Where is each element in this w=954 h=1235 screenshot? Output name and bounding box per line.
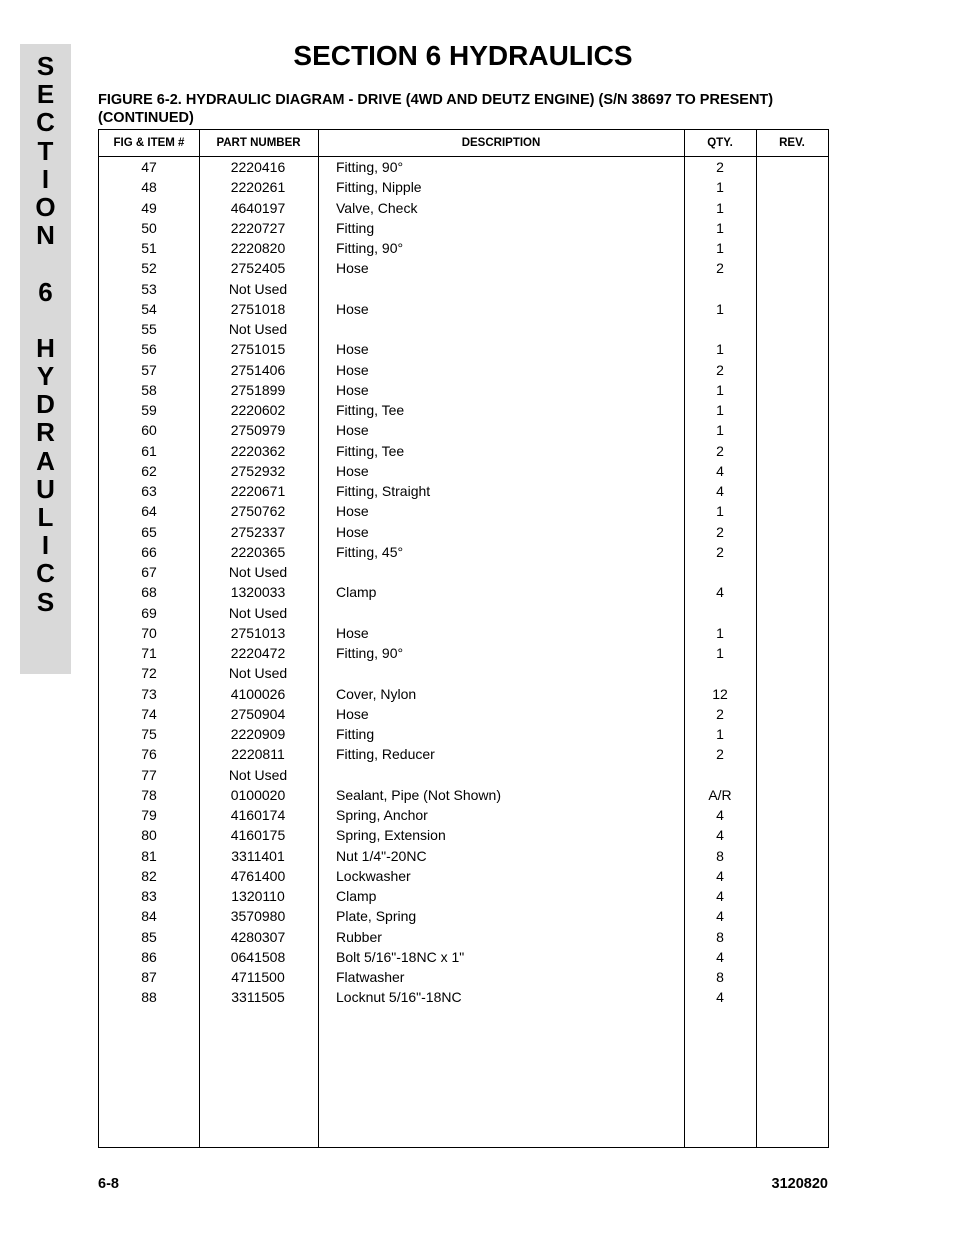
cell-qty: 2 [716,260,724,277]
cell-description: Nut 1/4"-20NC [336,847,427,864]
cell-qty: 4 [716,807,724,823]
cell-part-number: 2220909 [230,726,286,742]
cell-part-number: 2751899 [230,381,286,398]
cell-description: Hose [336,361,369,378]
side-tab-letter: S [36,51,55,81]
cell-description: Fitting, 90° [336,240,404,256]
cell-part-number: 4280307 [230,928,286,945]
cell-rev [756,420,828,440]
cell-part-number: Not Used [228,321,288,337]
cell-rev [756,481,828,501]
cell-qty: 1 [716,341,724,358]
cell-description: Hose [336,705,369,722]
side-tab-letter: C [36,107,55,138]
cell-part-number: 2751018 [230,300,286,317]
cell-qty [684,603,756,623]
table-row [99,400,828,420]
cell-description: Flatwasher [336,969,405,985]
cell-part-number: 4640197 [230,199,286,216]
cell-description [336,562,676,582]
cell-description: Rubber [336,928,382,945]
cell-part-number: 3570980 [230,908,286,925]
cell-rev [756,400,828,420]
cell-description: Locknut 5/16"-18NC [336,989,462,1006]
cell-qty: 2 [716,361,724,378]
cell-fig-item: 62 [141,462,157,479]
side-tab-letters [20,52,71,616]
cell-description: Spring, Anchor [336,807,428,823]
cell-qty: 2 [716,159,724,175]
cell-rev [756,947,828,967]
cell-fig-item: 48 [141,179,157,196]
table-row [99,805,828,825]
cell-rev [756,522,828,542]
table-body [99,157,828,1008]
cell-fig-item: 56 [141,341,157,358]
table-row [99,481,828,501]
cell-part-number: Not Used [228,766,288,783]
page-title: SECTION 6 HYDRAULICS [293,40,633,71]
cell-qty: 1 [716,503,724,520]
cell-fig-item: 59 [141,402,157,418]
cell-rev [756,805,828,825]
cell-qty: 4 [716,584,724,601]
cell-qty: 2 [716,543,724,560]
cell-part-number: 4100026 [230,685,286,702]
cell-rev [756,663,828,683]
cell-qty: 4 [716,888,724,904]
cell-description: Clamp [336,888,377,904]
cell-qty: 2 [716,442,724,459]
cell-fig-item: 54 [141,300,157,317]
table-row [99,906,828,926]
cell-part-number: 2220727 [230,219,286,236]
cell-rev [756,441,828,461]
cell-rev [756,846,828,866]
parts-table [98,129,829,1148]
table-row [99,522,828,542]
table-row [99,299,828,319]
cell-qty: 4 [716,483,724,499]
cell-description [336,279,676,299]
cell-rev [756,279,828,299]
document-number: 3120820 [771,1176,828,1192]
table-row [99,866,828,886]
cell-qty: 4 [716,462,724,479]
cell-rev [756,542,828,562]
cell-description: Valve, Check [336,199,418,216]
side-tab-letter [20,306,71,334]
cell-rev [756,886,828,906]
cell-rev [756,218,828,238]
table-header-row [99,130,828,157]
cell-qty: 1 [716,199,724,216]
cell-fig-item: 87 [141,969,157,985]
cell-fig-item: 81 [141,847,157,864]
table-row [99,238,828,258]
cell-qty: 1 [716,422,724,439]
cell-part-number: 2220416 [230,159,286,175]
cell-qty: 8 [716,847,724,864]
cell-description: Hose [336,503,369,520]
side-tab-letter: O [35,191,56,222]
cell-description: Cover, Nylon [336,685,417,702]
cell-fig-item: 58 [141,381,157,398]
table-row [99,218,828,238]
cell-part-number: 4160175 [230,827,286,844]
cell-description: Hose [336,624,369,641]
cell-qty [684,562,756,582]
cell-description: Fitting, Nipple [336,179,422,196]
cell-fig-item: 49 [141,199,157,216]
cell-description: Hose [336,341,369,358]
cell-rev [756,238,828,258]
cell-part-number: Not Used [228,564,288,580]
cell-description: Fitting [336,219,375,236]
section-side-tab [20,44,71,674]
table-row [99,724,828,744]
figure-title: FIGURE 6-2. HYDRAULIC DIAGRAM - DRIVE (4WD AND DEUTZ ENGINE) (S/N 38697 TO PRESENT) (CONTINUED) [98,92,774,126]
cell-fig-item: 66 [141,543,157,560]
table-row [99,704,828,724]
cell-rev [756,319,828,339]
cell-part-number: Not Used [228,665,288,682]
side-tab-letter [20,249,71,277]
cell-part-number: 1320110 [231,888,285,904]
cell-fig-item: 79 [141,807,157,823]
cell-part-number: 2751406 [230,361,286,378]
table-row [99,927,828,947]
cell-fig-item: 78 [141,786,157,803]
cell-rev [756,623,828,643]
side-tab-letter: D [36,389,55,420]
table-row [99,987,828,1007]
cell-qty: 1 [716,402,724,418]
table-row [99,177,828,197]
table-row [99,157,828,177]
cell-part-number: 2220671 [230,483,286,499]
side-tab-letter: L [37,502,54,532]
cell-qty: 2 [716,746,724,763]
table-row [99,258,828,278]
cell-description: Lockwasher [336,867,411,884]
cell-rev [756,765,828,785]
cell-fig-item: 69 [141,604,157,621]
cell-part-number: Not Used [228,280,288,297]
cell-rev [756,785,828,805]
cell-part-number: 2220362 [230,442,286,459]
cell-part-number: 2220811 [231,746,285,763]
table-row [99,846,828,866]
cell-description: Fitting, 90° [336,645,404,661]
cell-qty: 2 [716,523,724,540]
table-row [99,684,828,704]
table-row [99,441,828,461]
cell-rev [756,744,828,764]
cell-description: Clamp [336,584,377,601]
cell-part-number: 2750979 [230,422,286,439]
cell-fig-item: 64 [141,503,157,520]
cell-description: Hose [336,260,369,277]
page-number: 6-8 [98,1176,119,1192]
cell-qty: 4 [716,867,724,884]
cell-description [336,603,676,623]
cell-qty: 1 [716,219,724,236]
cell-rev [756,582,828,602]
cell-part-number: 0100020 [230,786,286,803]
cell-part-number: 2220472 [230,645,286,661]
table-row [99,744,828,764]
cell-fig-item: 55 [141,321,157,337]
side-tab-letter: E [36,79,55,110]
table-row [99,582,828,602]
cell-fig-item: 74 [141,705,157,722]
cell-qty: 8 [716,928,724,945]
cell-part-number: 3311505 [231,989,285,1006]
cell-qty: 4 [716,908,724,925]
cell-qty: 4 [716,827,724,844]
side-tab-letter: H [36,332,55,363]
cell-rev [756,906,828,926]
cell-qty: 4 [716,989,724,1006]
cell-rev [756,927,828,947]
cell-rev [756,643,828,663]
side-tab-letter: A [36,445,55,476]
cell-part-number: 2220820 [230,240,286,256]
cell-fig-item: 57 [141,361,157,378]
cell-qty: 1 [716,300,724,317]
table-row [99,319,828,339]
cell-description: Fitting, Reducer [336,746,435,763]
cell-part-number: 3311401 [231,847,285,864]
cell-fig-item: 86 [141,948,157,965]
cell-fig-item: 76 [141,746,157,763]
side-tab-letter: I [41,530,50,561]
cell-qty: 8 [716,969,724,985]
cell-description [336,663,676,683]
cell-qty: 1 [716,381,724,398]
cell-part-number: 4160174 [230,807,286,823]
cell-fig-item: 60 [141,422,157,439]
cell-fig-item: 61 [141,442,157,459]
table-row [99,663,828,683]
cell-rev [756,461,828,481]
cell-rev [756,198,828,218]
cell-rev [756,177,828,197]
table-row [99,886,828,906]
header-description: DESCRIPTION [461,137,541,149]
side-tab-letter: S [36,586,55,617]
cell-qty [684,279,756,299]
cell-description: Hose [336,381,369,398]
side-tab-letter: 6 [38,276,53,307]
cell-fig-item: 83 [141,888,157,904]
cell-fig-item: 75 [141,726,157,742]
cell-rev [756,360,828,380]
cell-qty [684,765,756,785]
cell-rev [756,987,828,1007]
table-row [99,339,828,359]
cell-fig-item: 84 [141,908,157,925]
cell-rev [756,603,828,623]
cell-rev [756,258,828,278]
cell-description: Hose [336,300,369,317]
table-row [99,279,828,299]
cell-qty: 2 [716,705,724,722]
cell-fig-item: 70 [141,624,157,641]
cell-description: Hose [336,422,369,439]
cell-description: Fitting, Tee [336,442,405,459]
cell-fig-item: 68 [141,584,157,601]
table-row [99,947,828,967]
cell-description: Fitting, Tee [336,402,405,418]
cell-part-number: 4711500 [231,969,285,985]
header-rev: REV. [779,137,805,149]
cell-fig-item: 71 [141,645,157,661]
cell-fig-item: 50 [141,219,157,236]
cell-qty [684,319,756,339]
cell-rev [756,299,828,319]
cell-fig-item: 51 [141,240,157,256]
cell-part-number: 4761400 [230,867,286,884]
cell-part-number: 2750762 [230,503,286,520]
cell-part-number: Not Used [228,604,288,621]
cell-part-number: 2752405 [230,260,286,277]
cell-fig-item: 85 [141,928,157,945]
cell-part-number: 0641508 [230,948,286,965]
cell-description: Fitting, 90° [336,159,404,175]
cell-qty: 12 [712,685,728,702]
cell-part-number: 2751013 [230,624,286,641]
cell-fig-item: 53 [141,280,157,297]
table-row [99,825,828,845]
cell-fig-item: 72 [141,665,157,682]
side-tab-letter: T [37,135,54,166]
cell-fig-item: 88 [141,989,157,1006]
cell-rev [756,684,828,704]
cell-description: Fitting [336,726,375,742]
cell-fig-item: 63 [141,483,157,499]
cell-rev [756,866,828,886]
cell-qty: A/R [708,786,732,803]
side-tab-letter: Y [36,361,55,392]
table-row [99,360,828,380]
cell-fig-item: 80 [141,827,157,844]
cell-qty: 1 [716,240,724,256]
cell-description: Bolt 5/16"-18NC x 1" [336,948,465,965]
cell-qty: 1 [716,179,724,196]
table-row [99,420,828,440]
cell-part-number: 2220602 [230,402,286,418]
table-row [99,501,828,521]
side-tab-letter: I [41,163,50,194]
cell-part-number: 2752932 [230,462,286,479]
cell-description: Plate, Spring [336,908,417,925]
table-row [99,542,828,562]
cell-rev [756,562,828,582]
cell-fig-item: 47 [141,159,157,175]
table-row [99,603,828,623]
cell-rev [756,157,828,177]
cell-qty: 4 [716,948,724,965]
cell-fig-item: 73 [141,685,157,702]
table-row [99,967,828,987]
cell-fig-item: 65 [141,523,157,540]
cell-part-number: 2752337 [230,523,286,540]
table-row [99,562,828,582]
cell-description: Hose [336,523,369,540]
side-tab-letter: N [36,220,55,251]
cell-description: Spring, Extension [336,827,446,844]
cell-description: Hose [336,462,369,479]
header-fig-item: FIG & ITEM # [113,137,185,149]
cell-fig-item: 52 [141,260,157,277]
cell-part-number: 2751015 [230,341,286,358]
table-row [99,765,828,785]
cell-description: Sealant, Pipe (Not Shown) [336,786,501,803]
cell-qty [684,663,756,683]
cell-fig-item: 67 [141,564,157,580]
cell-rev [756,501,828,521]
table-row [99,643,828,663]
table-row [99,623,828,643]
cell-qty: 1 [716,726,724,742]
cell-description: Fitting, Straight [336,483,431,499]
cell-description [336,319,676,339]
cell-part-number: 1320033 [230,584,286,601]
cell-part-number: 2750904 [230,705,286,722]
cell-rev [756,380,828,400]
header-part-number: PART NUMBER [216,137,301,149]
table-row [99,380,828,400]
table-row [99,785,828,805]
cell-rev [756,339,828,359]
side-tab-letter: R [36,417,55,448]
table-row [99,198,828,218]
header-qty: QTY. [707,137,733,149]
side-tab-letter: U [36,473,55,504]
cell-part-number: 2220261 [230,179,286,196]
cell-fig-item: 77 [141,766,157,783]
cell-rev [756,967,828,987]
cell-rev [756,704,828,724]
cell-fig-item: 82 [141,867,157,884]
cell-qty: 1 [716,624,724,641]
table-row [99,461,828,481]
cell-rev [756,724,828,744]
cell-part-number: 2220365 [230,543,286,560]
cell-rev [756,825,828,845]
cell-qty: 1 [716,645,724,661]
side-tab-letter: C [36,558,55,589]
cell-description: Fitting, 45° [336,543,404,560]
cell-description [336,765,676,785]
